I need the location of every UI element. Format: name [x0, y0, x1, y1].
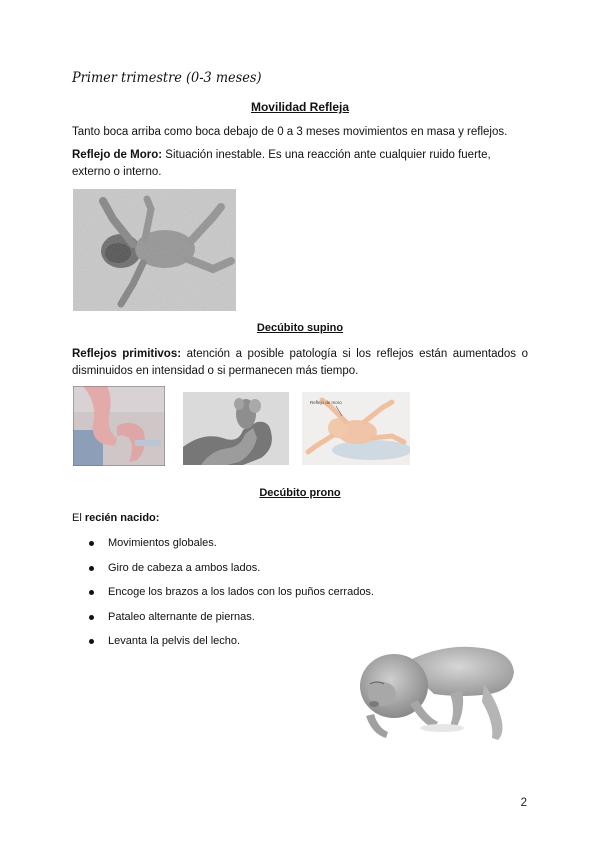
moro-label: Reflejo de Moro: — [72, 149, 163, 161]
decubito-prono-heading: Decúbito prono — [259, 487, 341, 499]
figure-caption: Reflejo de moro — [310, 400, 342, 405]
reflejos-primitivos-text: atención a posible patología si los reflejos están aumentados o disminuidos en intensidad o si permanecen más tiempo. — [72, 348, 528, 377]
reflejos-primitivos-label: Reflejos primitivos: — [72, 348, 182, 360]
grasp-reflex-photo — [183, 392, 289, 465]
lead-bold: recién nacido: — [84, 512, 160, 524]
reflejos-primitivos-paragraph — [72, 346, 528, 380]
movilidad-intro: Tanto boca arriba como boca debajo de 0 a 3 meses movimientos en masa y reflejos. — [72, 126, 508, 138]
lead-prefix: El — [72, 512, 85, 524]
list-item: Pataleo alternante de piernas. — [72, 610, 432, 635]
list-item: Encoge los brazos a los lados con los puños cerrados. — [72, 585, 432, 610]
prone-baby-photo — [352, 624, 528, 746]
moro-reflex-photo — [73, 189, 236, 311]
decubito-supino-heading: Decúbito supino — [256, 322, 344, 334]
moro-paragraph — [72, 147, 528, 181]
moro-reflex-illustration — [302, 392, 410, 465]
list-item: Giro de cabeza a ambos lados. — [72, 561, 432, 586]
movilidad-refleja-heading: Movilidad Refleja — [250, 100, 350, 114]
moro-text: Situación inestable. Es una reacción ante cualquier ruido fuerte, externo o interno. — [72, 149, 491, 178]
list-item: Movimientos globales. — [72, 536, 432, 561]
recien-nacido-lead — [72, 510, 528, 527]
foot-reflex-photo — [73, 386, 165, 466]
page-number: 2 — [520, 797, 527, 809]
list-item: Levanta la pelvis del lecho. — [72, 634, 432, 659]
section-title: Primer trimestre (0-3 meses) — [72, 70, 262, 86]
